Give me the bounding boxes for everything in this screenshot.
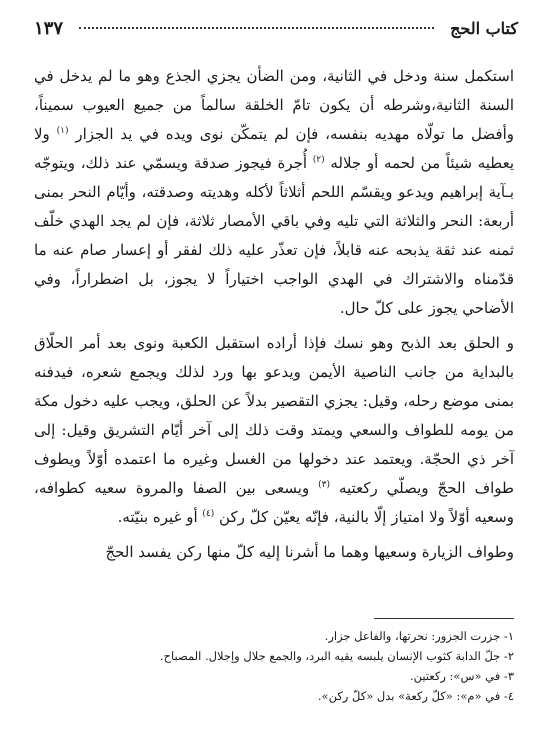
- page-number: ١٣٧: [34, 18, 64, 39]
- text-run: ويسعى بين الصفا والمروة سعيه كطوافه، وسعيه أوّلاً ولا امتياز إلّا بالنية، فإنّه يعيّن كلّ ركن: [34, 479, 514, 526]
- footnote-item: ٣- في «س»: ركعتين.: [409, 669, 514, 683]
- footnote-ref: (٢): [312, 155, 325, 165]
- paragraph: [34, 538, 514, 567]
- footnote-ref: (١): [56, 126, 69, 136]
- footnote-separator: [374, 618, 514, 619]
- paragraph: [34, 62, 514, 323]
- main-text: [34, 62, 514, 567]
- text-run: و الحلق بعد الذبح وهو نسك فإذا أراده استقبل الكعبة ونوى بعد أمر الحلّاق بالبداية من جانب الناصية الأيمن ويدعو بها ورد لذلك ويجمع شعره، فيدفنه بمنى موضع رحله، وقيل: يجزي التقصير بدلاً عن الحلق، ويجب عليه دخول مكة من يومه للطواف والسعي ويمتد وقت ذلك إلى آخر أيّام التشريق وقيل: إلى آخر ذي الحجّة. ويعتمد عند دخولها من الغسل وغيره ما اعتمده أوّلاً ويطوف طواف الحجّ ويصلّي ركعتيه: [34, 334, 514, 497]
- text-run: وطواف الزيارة وسعيها وهما ما أشرنا إليه كلّ منها ركن يفسد الحجّ: [105, 543, 514, 561]
- footnote-item: ٤- في «م»: «كلّ ركعة» بدل «كلّ ركن».: [317, 689, 514, 703]
- paragraph: [34, 329, 514, 532]
- text-run: ولا يعطيه شيئاً من لحمه أو جلاله: [34, 125, 515, 172]
- running-header: [34, 18, 518, 42]
- text-run: أو غيره بنيّته.: [117, 508, 203, 526]
- footnote-item: ١- جزرت الجزور: نحرتها، والفاعل جزار.: [324, 629, 514, 643]
- header-dotted-leader: [79, 27, 434, 29]
- footnote-ref: (٤): [202, 509, 215, 519]
- chapter-title: كتاب الحج: [450, 19, 518, 38]
- footnotes: [60, 626, 514, 706]
- footnote-ref: (٣): [318, 480, 331, 490]
- text-run: استكمل سنة ودخل في الثانية، ومن الضأن يجزي الجذع وهو ما لم يدخل في السنة الثانية،وشرطه أن يكون تامّ الخلقة سالماً من جميع العيوب سميناً، وأفضل ما تولّاه مهديه بنفسه، فإن لم يتمكّن نوى ويده في يد الجزار: [34, 67, 515, 143]
- footnote-item: ٢- جلّ الدابة كثوب الإنسان يلبسه يقيه البرد، والجمع جلال وإجلال. المصباح.: [159, 649, 514, 663]
- text-run: أُجرة فيجوز صدقة ويسمّي عند ذلك، ويتوجّه بـآية إبراهيم ويدعو ويقسّم اللحم أثلاثاً لأكله وهديته وصدقته، وأيّام النحر بمنى أربعة: النحر والثلاثة التي تليه وفي باقي الأمصار ثلاثة، فإن لم يجد الهدي خلّف ثمنه عند ثقة يذبحه عنه قابلاً، فإن تعذّر عليه ذلك لفقر أو إعسار صام عنه ما قدّمناه والاشتراك في الهدي الواجب اختياراً لا يجوز، بل اضطراراً، وفي الأضاحي يجوز على كلّ حال.: [34, 154, 514, 317]
